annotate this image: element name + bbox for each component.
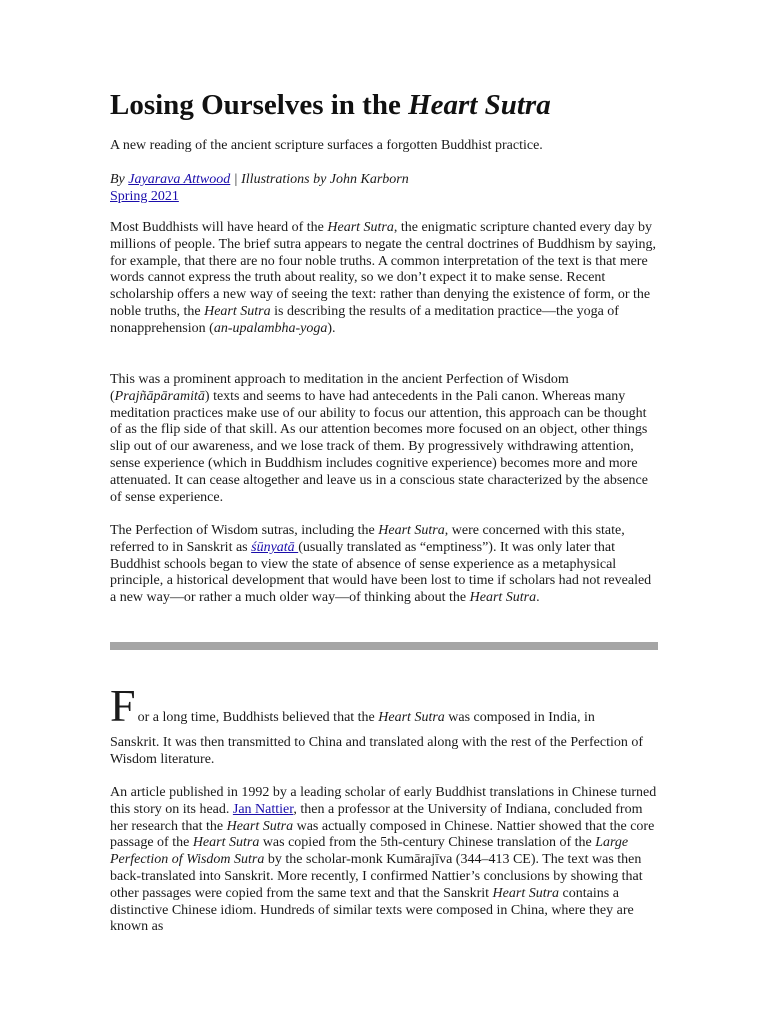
text-run: Most Buddhists will have heard of the [110,220,328,235]
paragraph-1 [110,220,658,338]
text-run: , then a professor at the University of Indiana, concluded from her research that the [110,801,643,834]
text-run: Sanskrit. It was then transmitted to China and translated along with the rest of the Perfection of Wisdom literature. [110,735,644,767]
text-run: An article published in 1992 by a leading scholar of early Buddhist translations in Chinese turned this story on its head. [110,785,657,817]
text-run: , the enigmatic scripture chanted every day by millions of people. The brief sutra appears to negate the central doctrines of Buddhism by saying, for example, that there are no four noble truths. A common interpretation of the text is that mere words cannot express the truth about reality, so we don’t expect it to make sense. Recent scholarship offers a new way of seeing the text: rather than denying the existence of form, or the noble truths, the [110,220,656,319]
article-title [110,88,551,122]
text-run: Heart Sutra [226,818,294,834]
issue-link[interactable]: Spring 2021 [110,189,179,204]
text-run: was composed in India, in [444,710,595,725]
text-run: Heart Sutra [327,220,394,235]
text-run: was copied from the 5th-century Chinese translation of the [259,835,596,851]
nattier-link[interactable]: Jan Nattier [232,801,294,817]
text-run: or a long time, Buddhists believed that the [137,710,379,725]
title-italic: Heart Sutra [408,89,551,121]
drop-cap: F [110,680,136,731]
paragraph-4-dropcap [110,680,658,731]
paragraph-2 [110,372,658,506]
author-link[interactable]: Jayarava Attwood [128,172,231,187]
text-run: contains a distinctive Chinese idiom. Hundreds of similar texts were composed in China, where they are known as [110,885,634,935]
paragraph-3 [110,523,658,607]
text-run: ). [327,320,336,336]
text-run: (usually translated as “emptiness”). It was only later that Buddhist schools began to view the state of absence of sense experience as a metaphysical principle, a historical development that would have been lost to time if scholars had not revealed a new way—or rather a much older way—of thinking about the [110,539,652,606]
text-run: śūnyatā [251,539,299,555]
section-divider [110,642,658,650]
text-run: This was a prominent approach to meditation in the ancient Perfection of Wisdom ( [110,372,569,404]
byline [110,171,658,205]
text-run: was actually composed in Chinese. Nattier showed that the core passage of the [110,818,655,851]
text-run: Heart Sutra [469,590,537,606]
text-run: , were concerned with this state, referred to in Sanskrit as [110,523,625,555]
text-run: by the scholar-monk Kumārajīva (344–413 CE). The text was then back-translated into Sanskrit. More recently, I confirmed Nattier’s conclusions by showing that other passages were copied from the same text and that the Sanskrit [110,852,643,901]
text-run: an-upalambha-yoga [213,320,328,336]
text-run: ) texts and seems to have had antecedents in the Pali canon. Whereas many meditation practices make use of our ability to focus our attention, this approach can be thought of as the flip side of that skill. As our attention becomes more focused on an object, other things slip out of our awareness, and we lose track of them. By progressively withdrawing attention, sense experience (which in Buddhism includes cognitive experience) becomes more and more attenuated. It can cease altogether and leave us in a conscious state characterized by the absence of sense experience. [110,388,648,505]
text-run: Heart Sutra [492,885,560,901]
text-run: Prajñāpāramitā [114,388,205,404]
paragraph-5 [110,735,658,769]
text-run: Heart Sutra [378,523,445,538]
paragraph-6 [110,785,658,936]
title-text: Losing Ourselves in the [110,89,409,121]
byline-prefix: By [110,172,129,187]
text-run: Large Perfection of Wisdom Sutra [110,835,629,868]
illustrator-credit: | Illustrations by John Karborn [230,172,409,187]
article-subtitle: A new reading of the ancient scripture surfaces a forgotten Buddhist practice. [110,138,543,153]
text-run: . [536,590,540,606]
text-run: The Perfection of Wisdom sutras, including the [110,523,379,538]
text-run: Heart Sutra [192,835,260,851]
text-run: Heart Sutra [378,710,445,725]
text-run: Heart Sutra [204,303,271,319]
sunyata-link[interactable] [251,540,298,555]
text-run: is describing the results of a meditation practice—the yoga of nonapprehension ( [110,303,619,336]
